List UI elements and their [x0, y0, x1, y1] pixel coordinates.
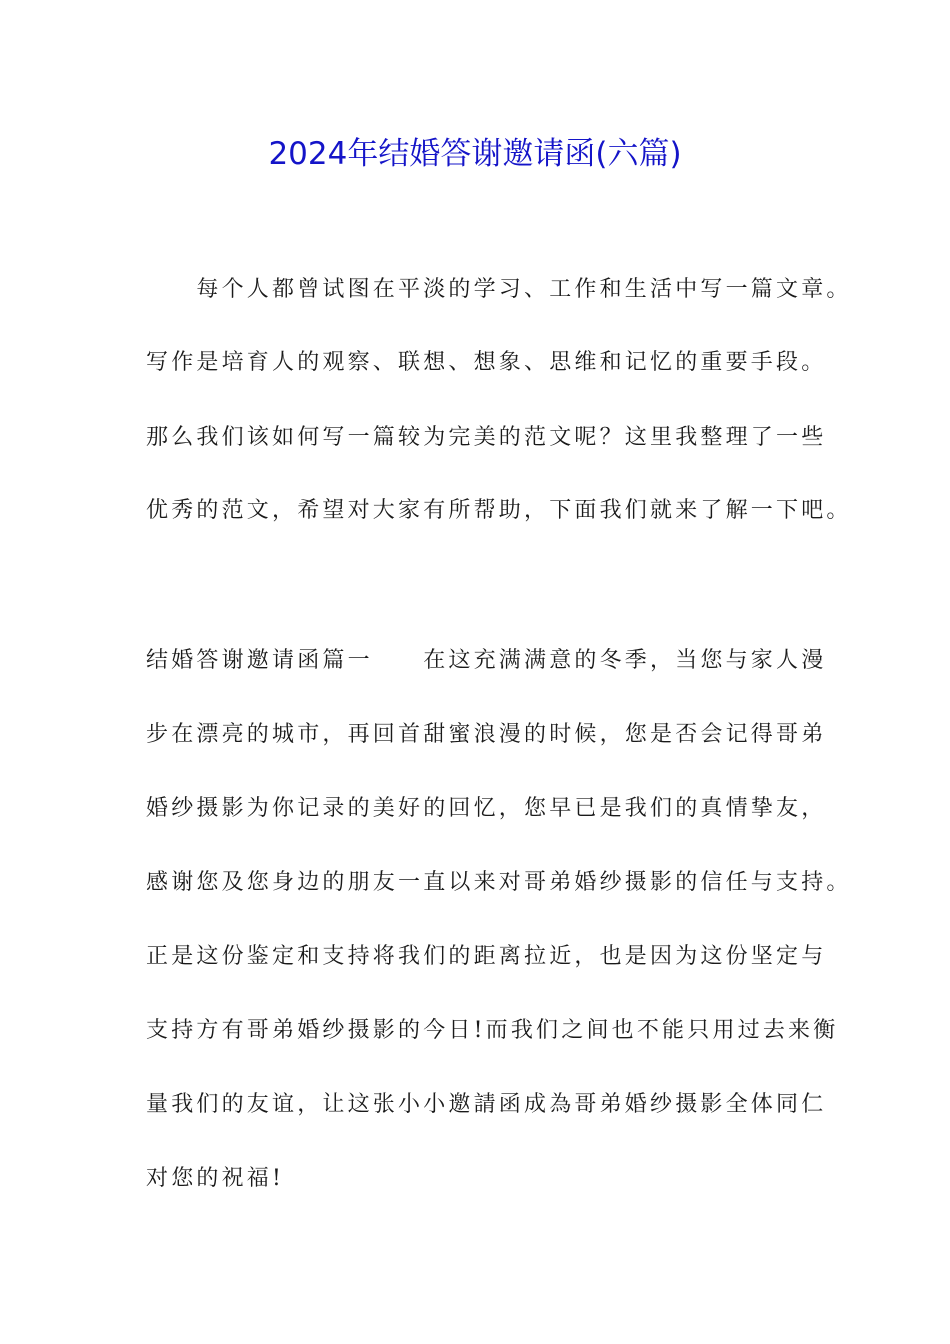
section-line-1: 结婚答谢邀请函篇一 在这充满满意的冬季，当您与家人漫	[146, 648, 827, 673]
section-line-2: 步在漂亮的城市，再回首甜蜜浪漫的时候，您是否会记得哥弟	[146, 722, 827, 747]
section-line-4: 感谢您及您身边的朋友一直以来对哥弟婚纱摄影的信任与支持。	[146, 870, 852, 895]
section-line-3: 婚纱摄影为你记录的美好的回忆，您早已是我们的真情挚友，	[146, 796, 827, 821]
section-line-5: 正是这份鉴定和支持将我们的距离拉近，也是因为这份坚定与	[146, 944, 827, 969]
intro-line-4: 优秀的范文，希望对大家有所帮助，下面我们就来了解一下吧。	[146, 498, 852, 523]
intro-line-3: 那么我们该如何写一篇较为完美的范文呢？这里我整理了一些	[146, 425, 827, 450]
section-line-6: 支持方有哥弟婚纱摄影的今日!而我们之间也不能只用过去来衡	[146, 1018, 839, 1043]
section-line-8: 对您的祝福!	[146, 1166, 285, 1191]
section-line-7: 量我们的友谊，让这张小小邀請函成為哥弟婚纱摄影全体同仁	[146, 1092, 827, 1117]
intro-line-2: 写作是培育人的观察、联想、想象、思维和记忆的重要手段。	[146, 350, 827, 375]
intro-line-1: 每个人都曾试图在平淡的学习、工作和生活中写一篇文章。	[146, 277, 852, 302]
document-title: 2024年结婚答谢邀请函(六篇)	[268, 136, 682, 172]
